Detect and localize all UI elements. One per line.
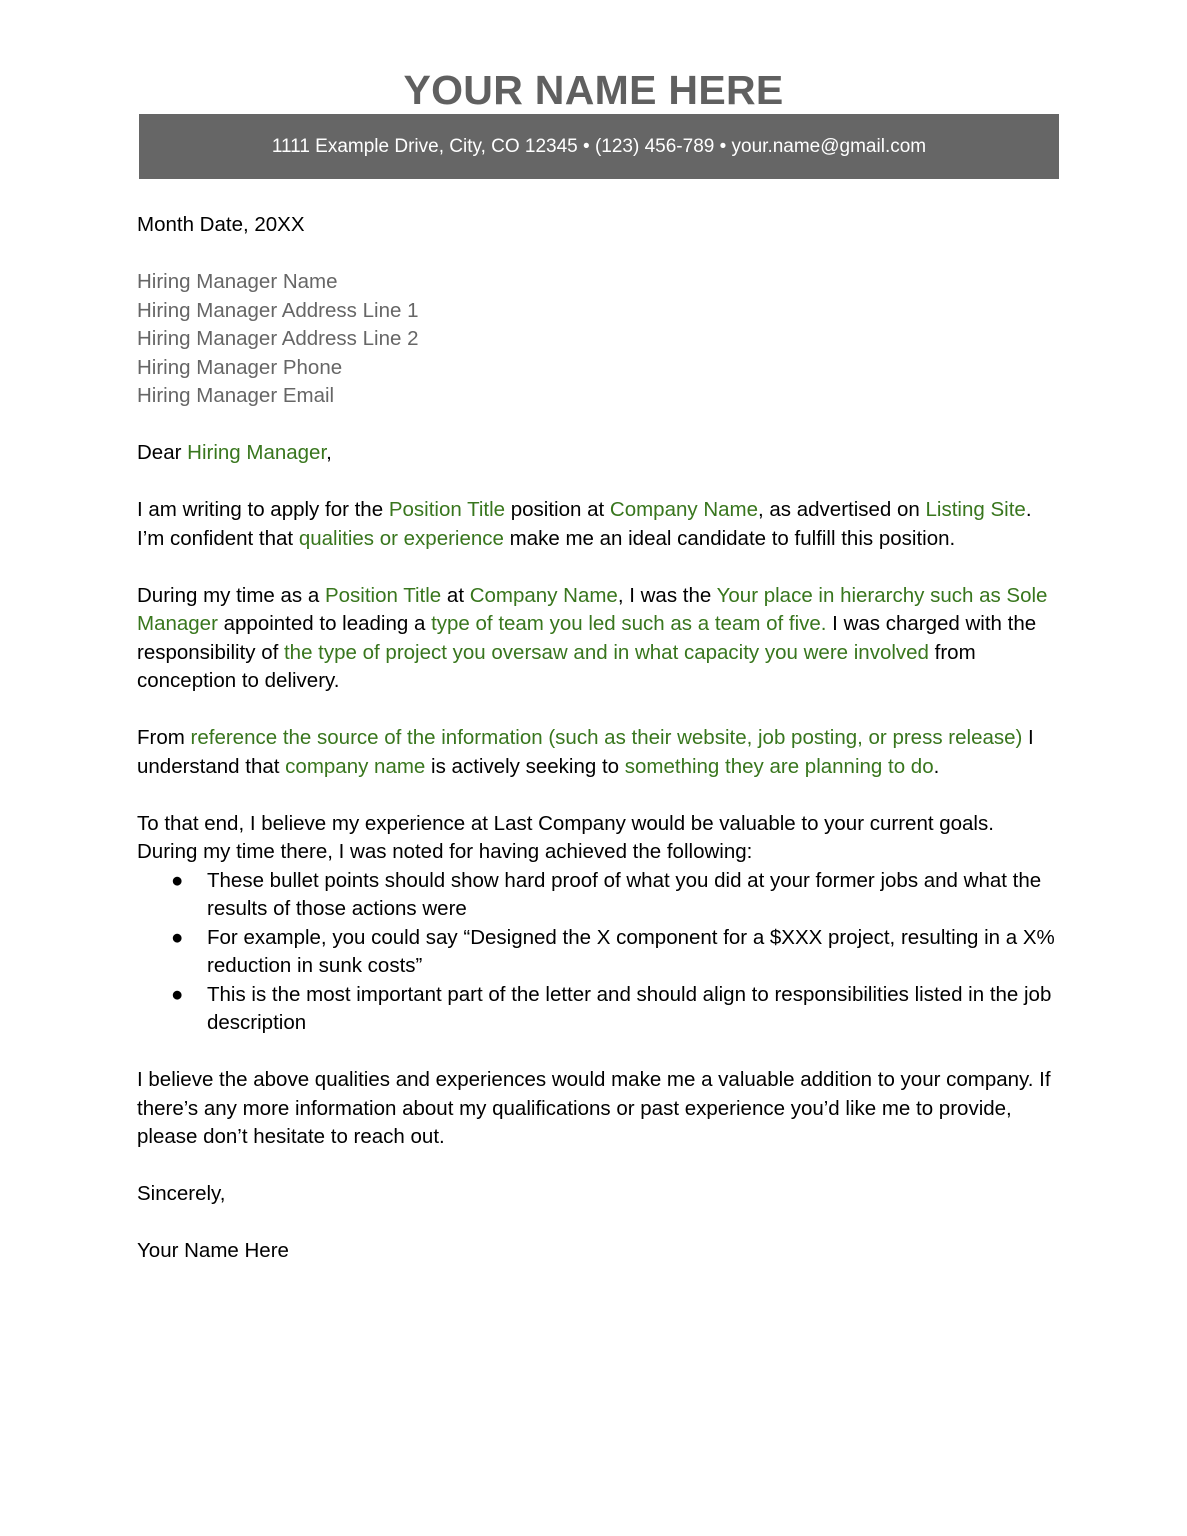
text-segment: from conception to delivery. xyxy=(137,640,976,692)
text-segment: , as advertised on xyxy=(758,498,926,521)
contact-info: 1111 Example Drive, City, CO 12345 • (123) 456-789 • your.name@gmail.com xyxy=(271,136,927,157)
paragraph-intro xyxy=(137,496,1057,553)
text-segment: position at xyxy=(505,498,610,521)
placeholder-hierarchy: Your place in hierarchy such as Sole Manager xyxy=(137,583,1048,635)
recipient-address-line-2: Hiring Manager Address Line 2 xyxy=(137,327,419,350)
salutation xyxy=(137,439,1057,468)
list-item-text: These bullet points should show hard proof of what you did at your former jobs and what the results of those actions were xyxy=(207,868,1042,920)
paragraph-experience xyxy=(137,582,1057,696)
text-segment: I am writing to apply for the xyxy=(137,498,389,521)
letter-body xyxy=(137,211,1057,1294)
text-segment: appointed to leading a xyxy=(217,612,432,635)
text-segment: at xyxy=(441,583,470,607)
placeholder-listing-site: Listing Site xyxy=(925,498,1026,521)
placeholder-company-name: Company Name xyxy=(609,498,759,521)
list-item-text: This is the most important part of the letter and should align to responsibilities listed in the job description xyxy=(207,982,1052,1034)
achievements-intro: To that end, I believe my experience at Last Company would be valuable to your current goals. During my time there, I was noted for having achieved the following: xyxy=(137,811,994,863)
achievements-section xyxy=(137,810,1057,1038)
text-segment: I understand that xyxy=(137,726,1034,778)
paragraph-research xyxy=(137,724,1057,781)
contact-bar xyxy=(139,114,1059,179)
bullet-icon: ● xyxy=(171,982,184,1006)
page-title: YOUR NAME HERE xyxy=(403,67,784,113)
salutation-prefix: Dear xyxy=(137,441,188,464)
recipient-email: Hiring Manager Email xyxy=(137,384,335,407)
recipient-block xyxy=(137,268,1057,411)
placeholder-position-title: Position Title xyxy=(324,583,442,607)
placeholder-qualities: qualities or experience xyxy=(298,526,504,550)
placeholder-company-plans: something they are planning to do xyxy=(624,754,934,778)
placeholder-team-type: type of team you led such as a team of five. xyxy=(431,612,827,635)
bullet-icon: ● xyxy=(171,925,184,949)
bullet-icon: ● xyxy=(171,868,184,892)
closing: Sincerely, xyxy=(137,1182,226,1205)
recipient-address-line-1: Hiring Manager Address Line 1 xyxy=(137,298,419,322)
text-segment: , I was the xyxy=(617,583,717,607)
letter-date: Month Date, 20XX xyxy=(137,213,305,236)
placeholder-source: reference the source of the information (such as their website, job posting, or press release) xyxy=(190,726,1023,749)
achievements-list xyxy=(137,867,1057,1038)
recipient-phone: Hiring Manager Phone xyxy=(137,355,343,379)
list-item-text: For example, you could say “Designed the X component for a $XXX project, resulting in a X% reduction in sunk costs” xyxy=(207,925,1055,977)
placeholder-company-name: Company Name xyxy=(469,583,618,607)
placeholder-company-name: company name xyxy=(285,754,426,778)
text-segment: . xyxy=(933,754,940,778)
text-segment: is actively seeking to xyxy=(425,754,625,778)
text-segment: From xyxy=(137,726,191,749)
text-segment: . I’m confident that xyxy=(137,498,1032,550)
signature: Your Name Here xyxy=(137,1239,289,1262)
paragraph-closing: I believe the above qualities and experiences would make me a valuable addition to your company. If there’s any more information about my qualifications or past experience you’d like me to provide, please don’t hesitate to reach out. xyxy=(137,1068,1051,1148)
text-segment: During my time as a xyxy=(137,583,325,607)
list-item xyxy=(137,924,1057,981)
list-item xyxy=(137,867,1057,924)
salutation-name: Hiring Manager xyxy=(187,441,327,464)
text-segment: make me an ideal candidate to fulfill this position. xyxy=(503,526,956,550)
text-segment: I was charged with the responsibility of xyxy=(137,612,1037,664)
recipient-name: Hiring Manager Name xyxy=(137,270,338,293)
list-item xyxy=(137,981,1057,1038)
placeholder-position-title: Position Title xyxy=(388,498,506,521)
salutation-suffix: , xyxy=(326,441,332,464)
placeholder-project-type: the type of project you oversaw and in what capacity you were involved xyxy=(283,640,929,664)
